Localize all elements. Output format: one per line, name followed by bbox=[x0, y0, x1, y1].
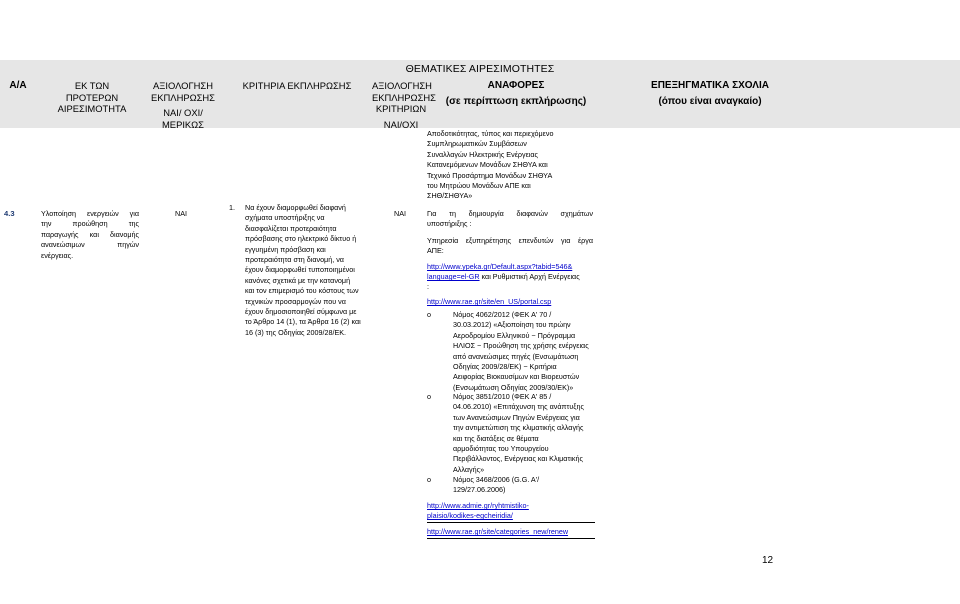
list-item bbox=[427, 392, 617, 476]
header-kritiria: ΚΡΙΤΗΡΙΑ ΕΚΠΛΗΡΩΣΗΣ bbox=[242, 80, 352, 91]
bullet-circle-icon: o bbox=[427, 310, 431, 319]
reference-link-ypeka[interactable] bbox=[427, 262, 572, 272]
header-aa: Α/Α bbox=[9, 80, 27, 91]
header-axiologisi: ΑΞΙΟΛΟΓΗΣΗ ΕΚΠΛΗΡΩΣΗΣ ΝΑΙ/ ΟΧΙ/ ΜΕΡΙΚΩΣ bbox=[151, 80, 215, 130]
rae-renew-link[interactable]: http://www.rae.gr/site/categories_new/renew bbox=[427, 527, 569, 536]
reference-link-admie[interactable] bbox=[427, 501, 529, 511]
language-link[interactable]: language=el-GR bbox=[427, 272, 480, 281]
reference-link-rae[interactable] bbox=[427, 297, 551, 307]
row-description: Υλοποίηση ενεργειών για την προώθηση της παραγωγής και διανομής ανανεώσιμων πηγών ενέργειας. bbox=[41, 209, 139, 260]
row-number: 4.3 bbox=[4, 209, 15, 218]
row-assessment: ΝΑΙ bbox=[175, 209, 187, 218]
list-item bbox=[427, 475, 617, 497]
divider bbox=[427, 538, 595, 539]
header-ek-ton-proteron: ΕΚ ΤΩΝ ΠΡΟΤΕΡΩΝ ΑΙΡΕΣΙΜΟΤΗΤΑ bbox=[57, 80, 127, 114]
reference-link-language: language=el-GR και Ρυθμιστική Αρχή Ενέργειας bbox=[427, 272, 580, 281]
law-3468-text: Νόμος 3468/2006 (G.G. A'/ 129/27.06.2006) bbox=[453, 475, 540, 495]
ypeka-link[interactable]: http://www.ypeka.gr/Default.aspx?tabid=546& bbox=[427, 262, 573, 271]
reference-service: Υπηρεσία εξυπηρέτησης επενδυτών για έργα ΑΠΕ: bbox=[427, 236, 593, 256]
header-axiologisi-kritirion: ΑΞΙΟΛΟΓΗΣΗ ΕΚΠΛΗΡΩΣΗΣ ΚΡΙΤΗΡΙΩΝ ΝΑΙ/ΟΧΙ bbox=[372, 80, 436, 130]
header-anafores: ΑΝΑΦΟΡΕΣ (σε περίπτωση εκπλήρωσης) bbox=[445, 80, 587, 107]
reference-colon: : bbox=[427, 282, 429, 291]
header-scholia: ΕΠΕΞΗΓΜΑΤΙΚΑ ΣΧΟΛΙΑ (όπου είναι αναγκαίο) bbox=[651, 80, 769, 107]
carryover-reference: Αποδοτικότητας, τύπος και περιεχόμενο Συμπληρωματικών Συμβάσεων Συναλλαγών Ηλεκτρικής Ενέργειας Κατανεμόμενων Μονάδων ΣΗΘΥΑ και Τεχνικό Προσάρτημα Μονάδων ΣΗΘΥΑ του Μητρώου Μονάδων ΑΠΕ και ΣΗΘ/ΣΗΘΥΑ» bbox=[427, 129, 554, 201]
rae-portal-link[interactable]: http://www.rae.gr/site/en_US/portal.csp bbox=[427, 297, 552, 306]
law-3851-text: Νόμος 3851/2010 (ΦΕΚ Α' 85 / 04.06.2010) «Επιτάχυνση της ανάπτυξης των Ανανεώσιμων Πηγών Ενέργειας για την αντιμετώπιση της κλιματικής αλλαγής και της διατάξεις σε θέματα αρμοδιότητας του Υπουργείου Περιβάλλοντος, Ενέργειας και Κλιματικής Αλλαγής» bbox=[453, 392, 584, 474]
reference-intro: Για τη δημιουργία διαφανών σχημάτων υποστήριξης : bbox=[427, 209, 593, 229]
criterion-number: 1. bbox=[229, 203, 235, 212]
admie-link-line1[interactable]: http://www.admie.gr/ryhtmistiko- bbox=[427, 501, 529, 510]
bullet-circle-icon: o bbox=[427, 392, 431, 401]
criterion-assessment: ΝΑΙ bbox=[394, 209, 406, 218]
law-4062-text: Νόμος 4062/2012 (ΦΕΚ Α' 70 / 30.03.2012) «Αξιοποίηση του πρώην Αεροδρομίου Ελληνικού − Πρόγραμμα ΗΛΙΟΣ − Προώθηση της χρήσης ενέργειας από ανανεώσιμες πηγές (Ενσωμάτωση Οδηγίας 2009/28/ΕΚ) − Κριτήρια Αειφορίας Βιοκαυσίμων και Βιορευστών (Ενσωμάτωση Οδηγίας 2009/30/ΕΚ)» bbox=[453, 310, 589, 392]
table-title: ΘΕΜΑΤΙΚΕΣ ΑΙΡΕΣΙΜΟΤΗΤΕΣ bbox=[405, 63, 555, 75]
reference-link-admie-cont[interactable] bbox=[427, 511, 513, 521]
criterion-text: Να έχουν διαμορφωθεί διαφανή σχήματα υποστήριξης να διασφαλίζεται προτεραιότητα πρόσβασης στο ηλεκτρικό δίκτυο ή εγγυημένη πρόσβαση και προτεραιότητα στη διανομή, να έχουν διαμορφωθεί τυποποιημένοι κανόνες σχετικά με την κατανομή και τον επιμερισμό του κόστους των τεχνικών προσαρμογών που να έχουν δημοσιοποιηθεί σύμφωνα με το Άρθρο 14 (1), τα Άρθρα 16 (2) και 16 (3) της Οδηγίας 2009/28/ΕΚ. bbox=[245, 203, 361, 337]
admie-link-line2[interactable]: plaisio/kodikes-egcheiridia/ bbox=[427, 511, 513, 520]
bullet-circle-icon: o bbox=[427, 475, 431, 484]
reference-link-rae-renew[interactable] bbox=[427, 527, 568, 537]
divider bbox=[427, 522, 595, 523]
page-number: 12 bbox=[762, 555, 774, 566]
list-item bbox=[427, 310, 617, 394]
